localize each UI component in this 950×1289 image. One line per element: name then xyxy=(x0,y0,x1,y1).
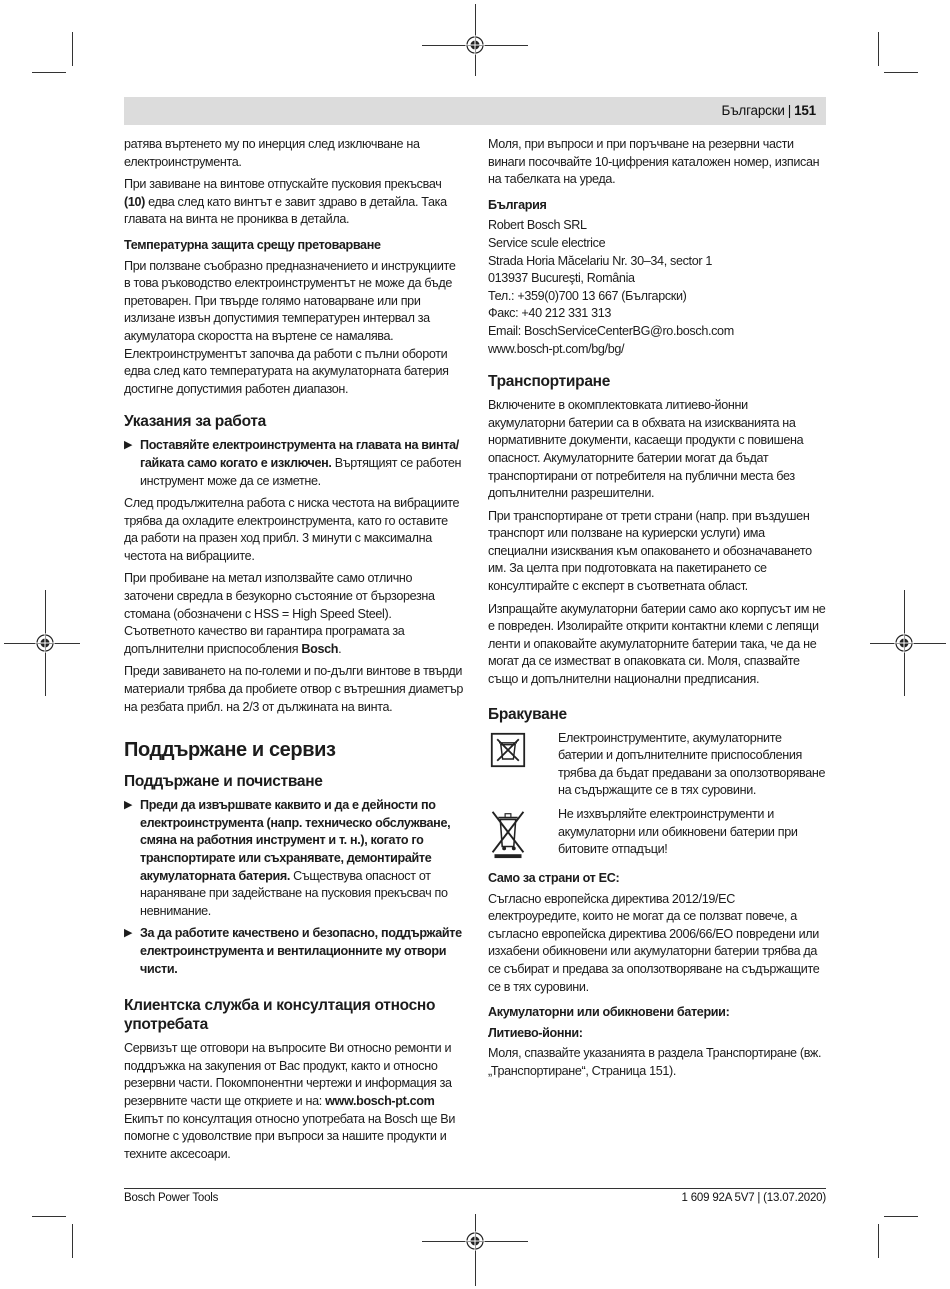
section-heading-transport: Транспортиране xyxy=(488,373,611,391)
footer-brand: Bosch Power Tools xyxy=(124,1192,219,1204)
paragraph: Сервизът ще отговори на въпросите Ви относно ремонти и поддръжка на закупения от Вас продукт, както и относно резервни части. Покомпонентни чертежи и информация за резервните части ще откриете и на: www.bosch-pt.com xyxy=(124,1041,452,1108)
crop-mark xyxy=(878,32,879,66)
crop-mark xyxy=(32,72,66,73)
address-line: 013937 Bucureşti, România xyxy=(488,271,635,286)
disposal-item xyxy=(488,730,826,800)
recycling-bin-icon xyxy=(490,732,526,768)
paragraph: При транспортиране от трети страни (напр. при въздушен транспорт или ползване на куриерски услуги) има специални изисквания към опаковането и обозначаването им. За целта при подготовката на пакетирането се консултирайте с експерт в съответната област. xyxy=(488,508,812,594)
warning-bullet: ▶ Преди да извършвате каквито и да е дейности по електроинструмента (напр. техническо обслужване, смяна на работния инструмент и т. н.), когато го транспортирате или съхранявате, демонтирайте акумулаторната батерия. Съществува опасност от нараняване при задействане на пусковия прекъсвач по невнимание. xyxy=(124,798,451,918)
bullet-triangle-icon: ▶ xyxy=(124,799,133,812)
email-link[interactable]: Email: BoschServiceCenterBG@ro.bosch.com xyxy=(488,323,734,338)
warning-bullet: ▶ Поставяйте електроинструмента на главата на винта/гайката само когато е изключен. Въртящият се работен инструмент може да се изметне. xyxy=(124,438,462,488)
footer-rule xyxy=(124,1188,826,1189)
crop-mark xyxy=(72,1224,73,1258)
paragraph: Моля, при въпроси и при поръчване на резервни части винаги посочвайте 10-цифрения каталожен номер, изписан на табелката на уреда. xyxy=(488,137,820,187)
crop-mark xyxy=(878,1224,879,1258)
paragraph: След продължителна работа с ниска честота на вибрациите трябва да охладите електроинструмента, като го оставите да работи на празен ход прибл. 3 минути с максимална честота на вибрациите. xyxy=(124,496,460,563)
country-heading: България xyxy=(488,197,547,212)
paragraph: Преди завиването на по-големи и по-дълги винтове в твърди материали трябва да пробиете отвор с вътрешния диаметър на резбата прибл. на 2/3 от дължината на винта. xyxy=(124,664,464,714)
paragraph: При пробиване на метал използвайте само отлично заточени свредла в безукорно състояние от бързорезна стомана (обозначени с HSS = High Speed Steel). Съответното качество ви гарантира програмата за допълнителни приспособления Bosch. xyxy=(124,571,435,656)
page-header xyxy=(124,97,826,125)
crop-mark xyxy=(884,1216,918,1217)
header-language: Български xyxy=(721,103,785,118)
lithium-heading: Литиево-йонни: xyxy=(488,1025,583,1040)
bullet-triangle-icon: ▶ xyxy=(124,439,133,452)
warning-bullet: ▶ За да работите качествено и безопасно, поддържайте електроинструмента и вентилационните му отвори чисти. xyxy=(124,926,462,976)
registration-mark-icon xyxy=(894,633,914,653)
paragraph: Екипът по консултация относно употребата на Bosch ще Ви помогне с удоволствие при въпроси за нашите продукти и техните аксесоари. xyxy=(124,1111,456,1161)
crossed-out-bin-icon xyxy=(488,806,528,860)
paragraph: Изпращайте акумулаторни батерии само ако корпусът им не е повреден. Изолирайте открити контактни клеми с лепящи ленти и опаковайте акумулаторните батерии така, че да не могат да се изместват в опаковката си. Моля, спазвайте също и допълнителни национални предписания. xyxy=(488,601,826,687)
website-link[interactable]: www.bosch-pt.com/bg/bg/ xyxy=(488,341,625,356)
paragraph: Моля, спазвайте указанията в раздела Транспортиране (вж. „Транспортиране“, Страница 151). xyxy=(488,1046,822,1078)
section-heading-work: Указания за работа xyxy=(124,413,266,431)
paragraph: Включените в окомплектовката литиево-йонни акумулаторни батерии са в обхвата на изискванията на нормативните документи, касаещи продукти с повишена опасност. Акумулаторните батерии могат да бъдат транспортирани от потребителя на публични места без допълнителни разрешителни. xyxy=(488,398,804,501)
section-heading-disposal: Бракуване xyxy=(488,705,567,723)
bullet-triangle-icon: ▶ xyxy=(124,927,133,940)
paragraph: ратява въртенето му по инерция след изключване на електроинструмента. xyxy=(124,137,420,169)
address-block xyxy=(488,217,826,358)
registration-mark-icon xyxy=(465,1231,485,1251)
registration-mark-icon xyxy=(35,633,55,653)
paragraph: Съгласно европейска директива 2012/19/ЕС електроуредите, които не могат да се ползват повече, а съгласно европейска директива 2006/66/EO повредени или изхабени обикновени или акумулаторни батерии трябва да се събират и предава за оползотворяване на съдържащите се в тях суровини. xyxy=(488,891,820,994)
crop-mark xyxy=(884,72,918,73)
registration-mark-icon xyxy=(465,35,485,55)
address-line: Strada Horia Măcelariu Nr. 30–34, sector 1 xyxy=(488,253,712,268)
header-text: Български | 151 xyxy=(721,103,816,118)
disposal-text: Не изхвърляйте електроинструменти и акумулаторни или обикновени батерии при битовите отпадъци! xyxy=(558,807,798,857)
page-number: 151 xyxy=(794,103,816,118)
phone-line: Тел.: +359(0)700 13 667 (Български) xyxy=(488,288,687,303)
footer-doc-id: 1 609 92A 5V7 | (13.07.2020) xyxy=(681,1192,826,1204)
batteries-heading: Акумулаторни или обикновени батерии: xyxy=(488,1005,730,1020)
address-line: Robert Bosch SRL xyxy=(488,218,587,233)
section-heading-maintenance: Поддържане и почистване xyxy=(124,773,323,791)
section-heading-temperature: Температурна защита срещу претоварване xyxy=(124,237,381,252)
fax-line: Факс: +40 212 331 313 xyxy=(488,306,612,321)
chapter-heading-service: Поддържане и сервиз xyxy=(124,739,336,762)
right-column xyxy=(488,136,826,1086)
crop-mark xyxy=(32,1216,66,1217)
disposal-text: Електроинструментите, акумулаторните батерии и допълнителните приспособления трябва да бъдат предавани за оползотворяване на съдържащите се в тях суровини. xyxy=(558,730,826,798)
paragraph: При завиване на винтове отпускайте пусковия прекъсвач (10) едва след като винтът е завит здраво в детайла. Така главата на винта не прониква в детайла. xyxy=(124,177,447,227)
disposal-item xyxy=(488,806,826,862)
paragraph: При ползване съобразно предназначението и инструкциите в това ръководство електроинструментът не може да бъде претоварен. При твърде голямо натоварване или при излизане извън допустимия температурен интервал за акумулатора скоростта на въртене се намалява. Електроинструментът започва да работи с пълни обороти едва след като температурата на акумулаторната батерия достигне допустимия работен диапазон. xyxy=(124,258,456,396)
crop-mark xyxy=(72,32,73,66)
website-link[interactable]: www.bosch-pt.com xyxy=(325,1093,435,1108)
left-column xyxy=(124,136,463,1168)
section-heading-customer-service: Клиентска служба и консултация относно употребата xyxy=(124,997,436,1034)
eu-heading: Само за страни от ЕС: xyxy=(488,871,620,885)
address-line: Service scule electrice xyxy=(488,235,606,250)
